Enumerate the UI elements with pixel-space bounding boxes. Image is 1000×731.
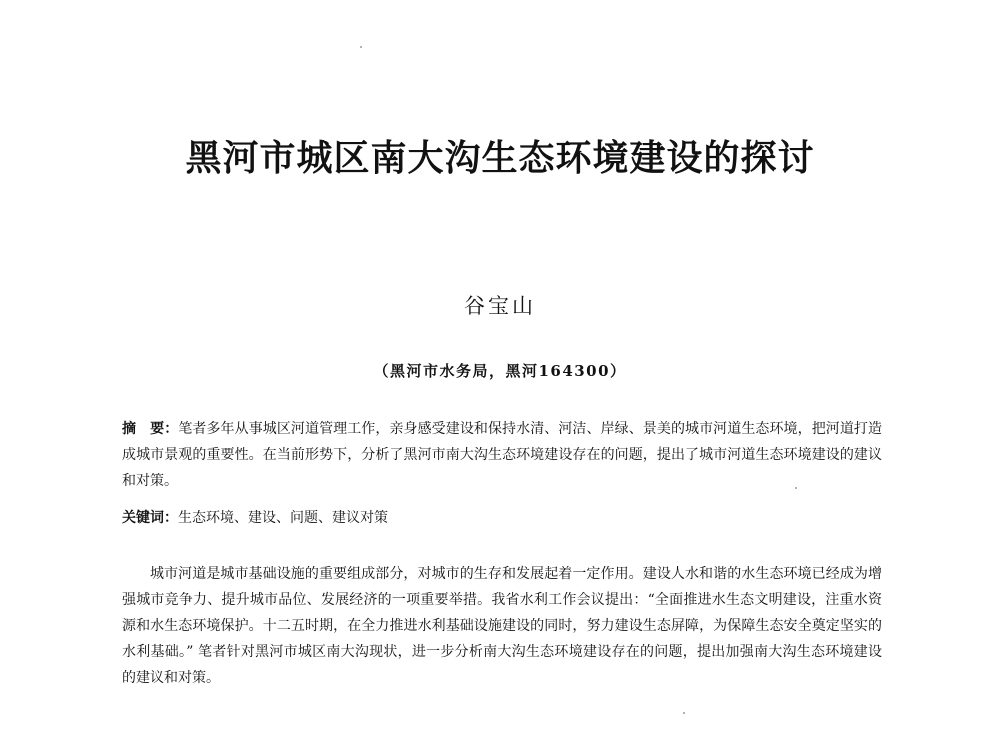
abstract-text: 笔者多年从事城区河道管理工作，亲身感受建设和保持水清、河洁、岸绿、景美的城市河道生态环境，把河道打造成城市景观的重要性。在当前形势下，分析了黑河市南大沟生态环境建设存在的问题，提出了城市河道生态环境建设的建议和对策。 [122, 421, 883, 489]
paper-title: 黑河市城区南大沟生态环境建设的探讨 [185, 138, 815, 179]
scan-speck [683, 712, 685, 714]
author-name: 谷宝山 [464, 294, 536, 318]
abstract-label: 摘 要： [122, 421, 179, 437]
abstract [122, 416, 882, 494]
keywords-text: 生态环境、建设、问题、建议对策 [178, 510, 388, 526]
author-affiliation: （黑河市水务局，黑河164300） [373, 362, 627, 380]
body-paragraph: 城市河道是城市基础设施的重要组成部分，对城市的生存和发展起着一定作用。建设人水和谐的水生态环境已经成为增强城市竞争力、提升城市品位、发展经济的一项重要举措。我省水利工作会议提出：“全面推进水生态文明建设，注重水资源和水生态环境保护。十二五时期，在全力推进水利基础设施建设的同时，努力建设生态屏障，为保障生态安全奠定坚实的水利基础。” 笔者针对黑河市城区南大沟现状，进一步分析南大沟生态环境建设存在的问题，提出加强南大沟生态环境建设的建议和对策。 [122, 566, 882, 686]
keywords [122, 505, 882, 531]
scan-speck [360, 46, 362, 48]
keywords-label: 关键词： [122, 510, 178, 526]
